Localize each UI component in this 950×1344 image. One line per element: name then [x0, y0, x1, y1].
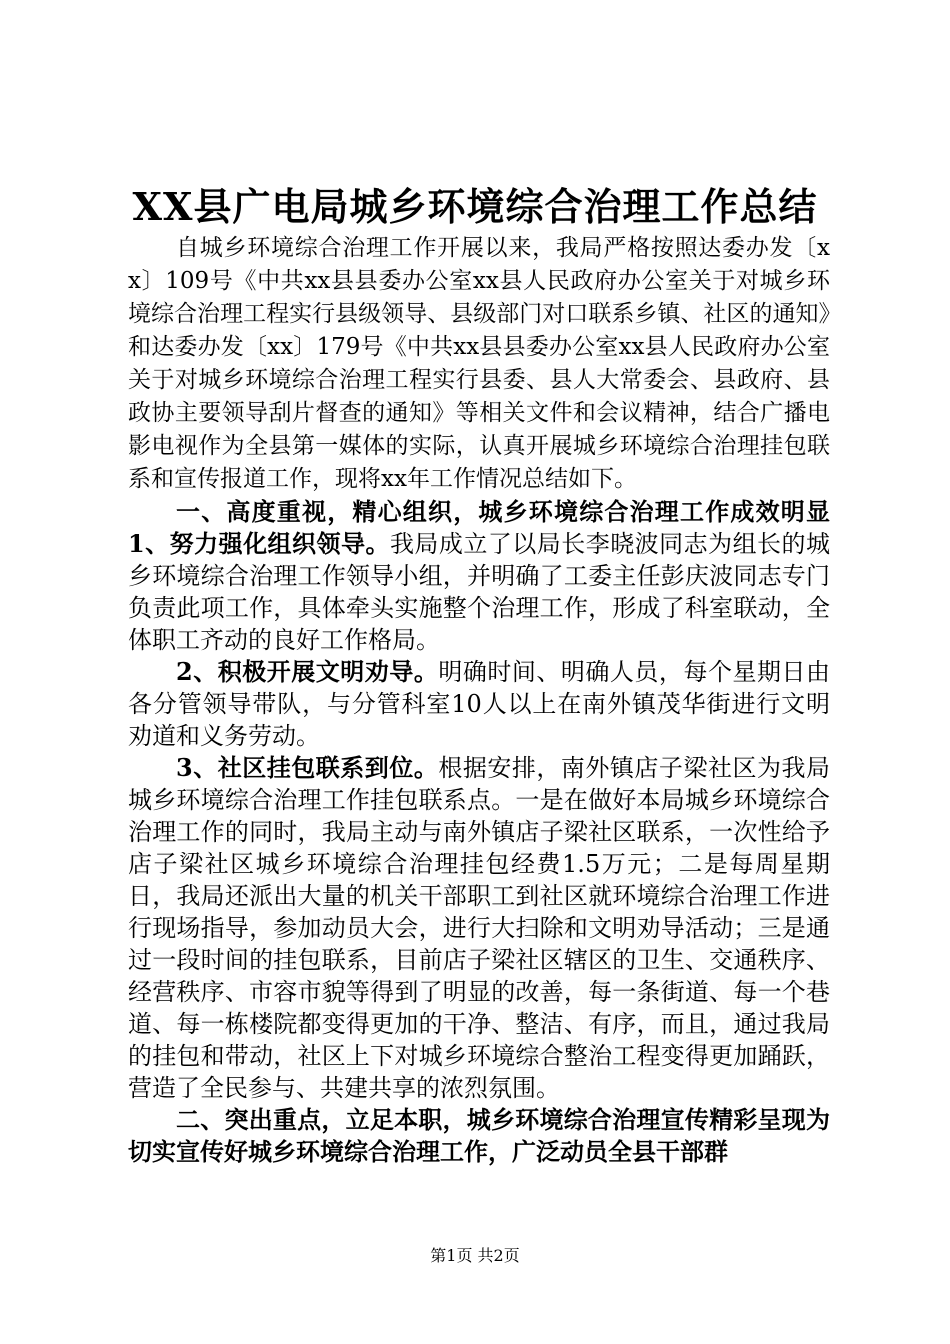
intro-paragraph-text: 自城乡环境综合治理工作开展以来，我局严格按照达委办发〔xx〕109号《中共xx县县委办公室xx县人民政府办公室关于对城乡环境综合治理工程实行县级领导、县级部门对口联系乡镇、社区的通知》和达委办发〔xx〕179号《中共xx县县委办公室xx县人民政府办公室关于对城乡环境综合治理工程实行县委、县人大常委会、县政府、县政协主要领导刮片督查的通知》等相关文件和会议精神，结合广播电影电视作为全县第一媒体的实际，认真开展城乡环境综合治理挂包联系和宣传报道工作，现将xx年工作情况总结如下。: [128, 235, 830, 492]
document-title: XX县广电局城乡环境综合治理工作总结: [132, 184, 818, 229]
section-two-heading: 二、突出重点，立足本职，城乡环境综合治理宣传精彩呈现为切实宣传好城乡环境综合治理工作，广泛动员全县干部群: [128, 1105, 830, 1166]
document-body: [128, 232, 830, 1168]
item-two-heading: 2、积极开展文明劝导。: [176, 657, 439, 686]
item-three-heading: 3、社区挂包联系到位。: [176, 753, 439, 782]
section-one-heading: 一、高度重视，精心组织，城乡环境综合治理工作成效明显1、努力强化组织领导。: [128, 497, 830, 558]
intro-paragraph: [128, 232, 830, 496]
item-two-text: 明确时间、明确人员，每个星期日由各分管领导带队，与分管科室10人以上在南外镇茂华街进行文明劝道和义务劳动。: [128, 658, 830, 750]
item-two-paragraph: [128, 656, 830, 752]
section-one-paragraph: [128, 496, 830, 656]
item-three-text: 根据安排，南外镇店子梁社区为我局城乡环境综合治理工作挂包联系点。一是在做好本局城乡环境综合治理工作的同时，我局主动与南外镇店子梁社区联系，一次性给予店子梁社区城乡环境综合治理挂包经费1.5万元；二是每周星期日，我局还派出大量的机关干部职工到社区就环境综合治理工作进行现场指导，参加动员大会，进行大扫除和文明劝导活动；三是通过一段时间的挂包联系，目前店子梁社区辖区的卫生、交通秩序、经营秩序、市容市貌等得到了明显的改善，每一条街道、每一个巷道、每一栋楼院都变得更加的干净、整洁、有序，而且，通过我局的挂包和带动，社区上下对城乡环境综合整治工程变得更加踊跃，营造了全民参与、共建共享的浓烈氛围。: [128, 754, 830, 1102]
section-two-paragraph: [128, 1104, 830, 1168]
item-three-paragraph: [128, 752, 830, 1104]
page-number-footer: 第1页 共2页: [430, 1246, 520, 1265]
section-one-text: 我局成立了以局长李晓波同志为组长的城乡环境综合治理工作领导小组，并明确了工委主任彭庆波同志专门负责此项工作，具体牵头实施整个治理工作，形成了科室联动，全体职工齐动的良好工作格局。: [128, 530, 831, 654]
